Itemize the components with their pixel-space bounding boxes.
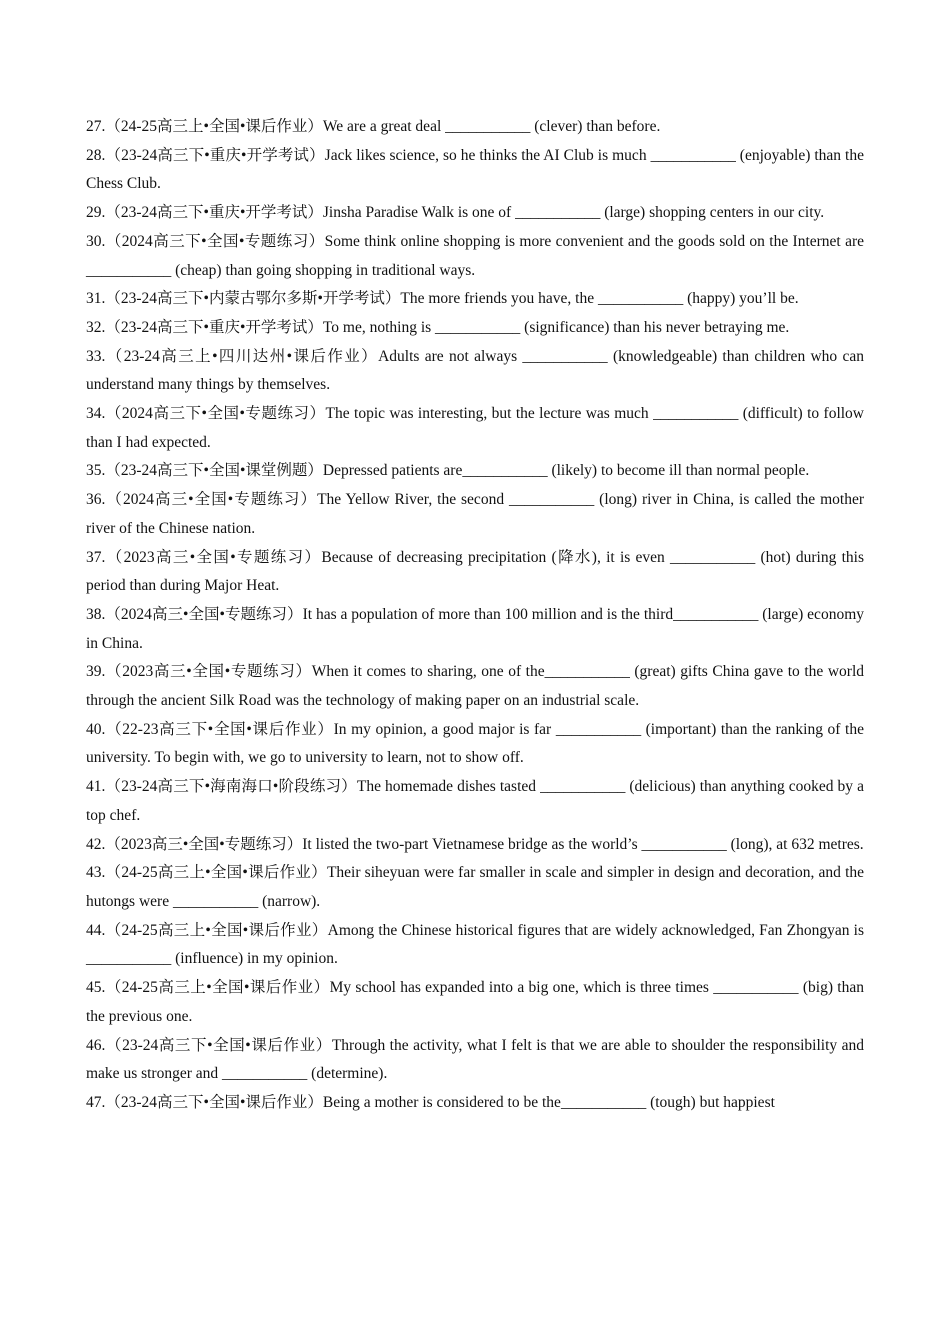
answer-blank: ___________ [713,979,799,997]
answer-blank: ___________ [522,347,608,365]
question-text-after: (big) than the previous one. [86,979,864,1025]
question-text-after: (significance) than his never betraying me. [520,318,790,336]
question-28 [86,142,864,199]
question-text-before: The topic was interesting, but the lecture was much [325,405,654,423]
answer-blank: ___________ [597,290,684,308]
question-number: 34. [86,405,106,423]
answer-blank: ___________ [172,892,259,910]
question-text-before: We are a great deal [322,118,446,135]
question-text-before: Because of decreasing precipitation (降水), it is even [321,548,671,566]
question-text-before: Among the Chinese historical figures that are widely acknowledged, Fan Zhongyan is [327,921,864,939]
question-number: 30. [86,232,106,250]
question-number: 32. [86,318,106,336]
answer-blank: ___________ [445,118,531,135]
question-text-before: Being a mother is considered to be the [322,1093,561,1111]
question-source: （2023高三•全国•专题练习） [105,548,322,566]
question-text-after: (delicious) than anything cooked by a top chef. [86,778,864,824]
question-text-before: It listed the two-part Vietnamese bridge as the world’s [302,835,642,853]
question-number: 39. [86,663,106,681]
question-source: （2024高三下•全国•专题练习） [105,232,325,250]
question-text-after: (large) shopping centers in our city. [600,204,825,222]
question-text-after: (important) than the ranking of the university. To begin with, we go to university to learn, not to show off. [86,720,864,767]
question-32 [86,314,864,343]
question-text-after: (happy) you’ll be. [683,290,799,308]
question-text-before: It has a population of more than 100 million and is the third [302,605,674,623]
question-40 [86,716,864,773]
question-number: 37. [86,548,106,566]
question-31 [86,285,864,314]
question-42 [86,831,864,860]
question-source: （2024高三•全国•专题练习） [105,491,318,509]
question-number: 27. [86,118,106,135]
question-text-after: (long) river in China, is called the mother river of the Chinese nation. [86,491,864,537]
question-44 [86,917,864,974]
answer-blank: ___________ [515,204,601,222]
question-number: 47. [86,1093,106,1111]
answer-blank: ___________ [540,778,626,796]
question-39 [86,658,864,715]
question-text-after: (enjoyable) than the Chess Club. [86,146,864,193]
question-source: （23-24高三下•重庆•开学考试） [105,146,325,164]
question-source: （23-24高三下•全国•课堂例题） [105,462,323,480]
question-text-after: (narrow). [258,892,321,910]
question-37 [86,544,864,601]
question-47 [86,1089,864,1118]
question-source: （23-24高三下•内蒙古鄂尔多斯•开学考试） [105,290,401,308]
question-text-before: Through the activity, what I felt is that we are able to shoulder the responsibility and make us stronger and [86,1036,864,1083]
question-29 [86,199,864,228]
question-source: （22-23高三下•全国•课后作业） [105,720,334,738]
question-number: 42. [86,835,106,853]
answer-blank: ___________ [555,720,642,738]
question-number: 38. [86,605,106,623]
question-text-after: (clever) than before. [530,118,661,135]
question-text-after: (determine). [307,1065,388,1083]
question-number: 46. [86,1036,106,1054]
answer-blank: ___________ [544,663,630,681]
question-number: 36. [86,491,106,509]
question-33 [86,343,864,400]
question-text-after: (hot) during this period than during Major Heat. [86,548,865,595]
question-number: 41. [86,778,106,796]
question-source: （24-25高三上•全国•课后作业） [105,921,328,939]
answer-blank: ___________ [462,462,548,480]
answer-blank: ___________ [222,1065,308,1083]
question-number: 35. [86,462,106,480]
question-source: （2023高三•全国•专题练习） [105,663,312,681]
question-text-after: (tough) but happiest [646,1093,775,1111]
answer-blank: ___________ [650,146,736,164]
question-number: 28. [86,146,106,164]
question-text-before: My school has expanded into a big one, which is three times [329,979,714,997]
question-number: 44. [86,921,106,939]
question-text-before: To me, nothing is [322,318,436,336]
answer-blank: ___________ [641,835,727,853]
question-30 [86,228,864,285]
question-36 [86,486,864,543]
question-number: 45. [86,979,106,997]
question-text-before: The homemade dishes tasted [356,778,541,796]
question-number: 40. [86,720,106,738]
question-text-before: The more friends you have, the [400,290,598,308]
question-35 [86,457,864,486]
question-source: （23-24高三下•全国•课后作业） [105,1036,332,1054]
question-text-before: Their siheyuan were far smaller in scale and simpler in design and decoration, and the hutongs were [86,864,864,910]
question-text-before: Jack likes science, so he thinks the AI Club is much [324,146,651,164]
question-text-before: In my opinion, a good major is far [333,720,556,738]
answer-blank: ___________ [673,605,759,623]
answer-blank: ___________ [560,1093,647,1111]
answer-blank: ___________ [86,261,172,279]
question-number: 29. [86,204,106,222]
question-source: （23-24高三下•重庆•开学考试） [105,204,323,222]
question-source: （23-24高三下•海南海口•阶段练习） [105,778,357,796]
question-text-after: (likely) to become ill than normal people. [547,462,810,480]
question-text-before: Depressed patients are [322,462,463,480]
question-text-before: Adults are not always [378,347,523,365]
question-source: （24-25高三上•全国•课后作业） [105,864,327,882]
question-source: （24-25高三上•全国•课后作业） [105,979,330,997]
question-41 [86,773,864,830]
question-text-after: (great) gifts China gave to the world through the ancient Silk Road was the technology of making paper on an industrial scale. [86,663,865,710]
question-27 [86,113,864,142]
question-text-before: Jinsha Paradise Walk is one of [322,204,516,222]
question-46 [86,1032,864,1089]
question-45 [86,974,864,1031]
question-number: 31. [86,290,106,308]
question-text-after: (cheap) than going shopping in traditional ways. [171,261,476,279]
question-text-after: (knowledgeable) than children who can understand many things by themselves. [86,347,864,394]
answer-blank: ___________ [435,318,521,336]
question-text-after: (long), at 632 metres. [726,835,864,853]
question-text-after: (difficult) to follow than I had expected. [86,405,864,451]
answer-blank: ___________ [509,491,595,509]
question-text-before: When it comes to sharing, one of the [311,663,545,681]
question-number: 33. [86,347,106,365]
question-source: （2024高三下•全国•专题练习） [105,405,326,423]
answer-blank: ___________ [653,405,739,423]
question-source: （23-24高三上•四川达州•课后作业） [105,347,379,365]
question-text-before: Some think online shopping is more convenient and the goods sold on the Internet are [324,232,864,250]
question-38 [86,601,864,658]
question-34 [86,400,864,457]
question-source: （2024高三•全国•专题练习） [105,605,303,623]
answer-blank: ___________ [86,950,172,968]
question-text-after: (influence) in my opinion. [171,950,338,968]
worksheet-page [86,113,864,1118]
question-source: （24-25高三上•全国•课后作业） [105,118,323,135]
question-text-before: The Yellow River, the second [317,491,509,509]
question-text-after: (large) economy in China. [86,605,864,652]
question-number: 43. [86,864,106,882]
question-source: （2023高三•全国•专题练习） [105,835,303,853]
question-43 [86,859,864,916]
answer-blank: ___________ [670,548,756,566]
question-source: （23-24高三下•重庆•开学考试） [105,318,323,336]
question-source: （23-24高三下•全国•课后作业） [105,1093,323,1111]
